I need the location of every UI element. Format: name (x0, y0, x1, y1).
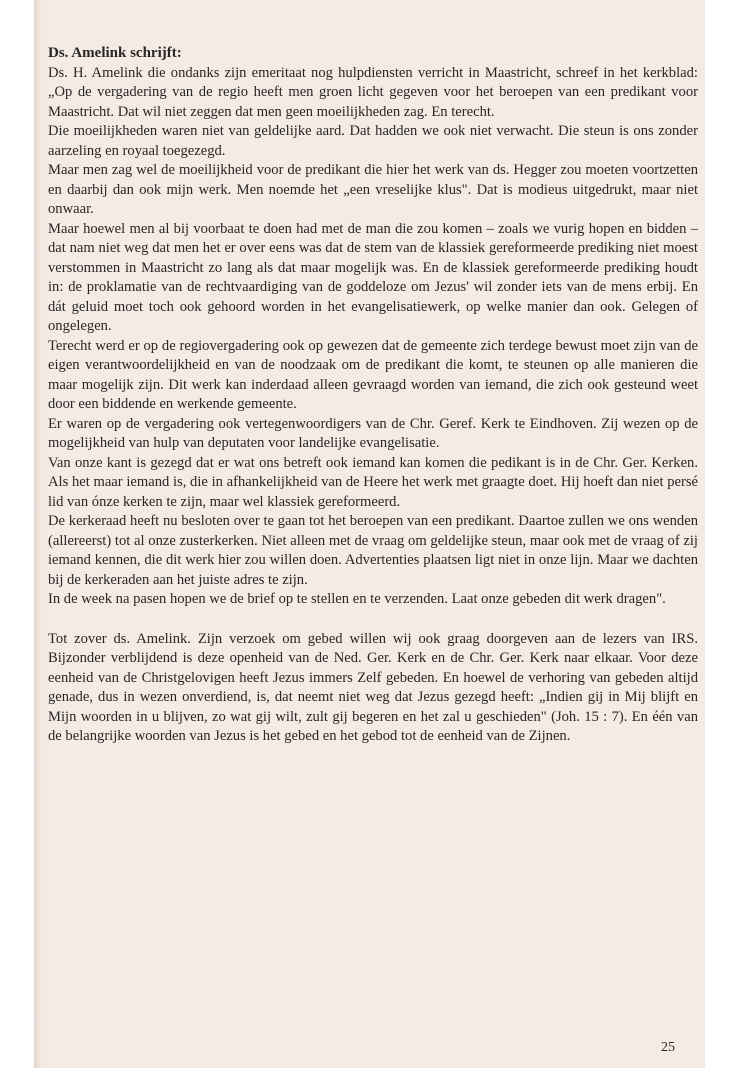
paragraph: Maar hoewel men al bij voorbaat te doen had met de man die zou komen – zoals we vurig hopen en bidden – dat nam niet weg dat men het er over eens was dat de stem van de klassiek gereformeerde prediking niet moest verstommen in Maastricht zo lang als dat maar mogelijk was. En de klassiek gereformeerde prediking houdt in: de proklamatie van de rechtvaardiging van de goddeloze om Jezus' wil zonder iets van de mens erbij. En dát geluid moet toch ook gehoord worden in het evangelisatiewerk, op welke manier dan ook. Gelegen of ongelegen. (48, 220, 698, 334)
paragraph: Die moeilijkheden waren niet van geldelijke aard. Dat hadden we ook niet verwacht. Die steun is ons zonder aarzeling en royaal toegezegd. (48, 123, 698, 159)
paragraph: Er waren op de vergadering ook vertegenwoordigers van de Chr. Geref. Kerk te Eindhoven. Zij wezen op de mogelijkheid van hulp van deputaten voor landelijke evangelisatie. (48, 415, 698, 451)
paragraph: Ds. H. Amelink die ondanks zijn emeritaat nog hulpdiensten verricht in Maastricht, schreef in het kerkblad: „Op de vergadering van de regio heeft men groen licht gegeven voor het beroepen van een predikant voor Maastricht. Dat wil niet zeggen dat men geen moeilijkheden zag. En terecht. (48, 64, 698, 120)
paragraph: De kerkeraad heeft nu besloten over te gaan tot het beroepen van een predikant. Daartoe zullen we ons wenden (allereerst) tot al onze zusterkerken. Niet alleen met de vraag om geldelijke steun, maar ook met de vraag of zij iemand kennen, die dit werk hier zou willen doen. Advertenties plaatsen ligt niet in onze lijn. Maar we dachten bij de kerkeraden aan het juiste adres te zijn. (48, 513, 698, 588)
paragraph: Terecht werd er op de regiovergadering ook op gewezen dat de gemeente zich terdege bewust moet zijn van de eigen verantwoordelijkheid en van de noodzaak om de predikant die komt, te steunen op alle manieren die maar mogelijk zijn. Dit werk kan inderdaad alleen gevraagd worden van iemand, die zich ook gesteund weet door een biddende en werkende gemeente. (48, 337, 698, 412)
paragraph: Maar men zag wel de moeilijkheid voor de predikant die hier het werk van ds. Hegger zou moeten voortzetten en daarbij dan ook mijn werk. Men noemde het „een vreselijke klus". Dat is modieus uitgedrukt, maar niet onwaar. (48, 162, 698, 217)
closing-paragraph: Tot zover ds. Amelink. Zijn verzoek om gebed willen wij ook graag doorgeven aan de lezers van IRS. Bijzonder verblijdend is deze openheid van de Ned. Ger. Kerk en de Chr. Ger. Kerk naar elkaar. Voor deze eenheid van de Christgelovigen heeft Jezus immers Zelf gebeden. En hoewel de verhoring van gebeden altijd genade, dus in wezen onverdiend, is, dat neemt niet weg dat Jezus gezegd heeft: „Indien gij in Mij blijft en Mijn woorden in u blijven, zo wat gij wilt, zult gij begeren en het zal u geschieden" (Joh. 15 : 7). En één van de belangrijke woorden van Jezus is het gebed en het gebod tot de eenheid van de Zijnen. (48, 630, 698, 744)
article-heading: Ds. Amelink schrijft: (48, 45, 182, 61)
document-page (34, 0, 705, 1068)
paragraph: In de week na pasen hopen we de brief op te stellen en te verzenden. Laat onze gebeden dit werk dragen". (48, 591, 666, 607)
page-number: 25 (661, 1040, 675, 1055)
paragraph-gap (48, 610, 698, 630)
scan-edge (34, 0, 42, 1068)
paragraph: Van onze kant is gezegd dat er wat ons betreft ook iemand kan komen die pedikant is in de Chr. Ger. Kerken. Als het maar iemand is, die in afhankelijkheid van de Heere het werk met graagte doet. Hij hoeft dan niet persé lid van ónze kerken te zijn, maar wel klassiek gereformeerd. (48, 454, 698, 510)
article-body (48, 44, 698, 747)
